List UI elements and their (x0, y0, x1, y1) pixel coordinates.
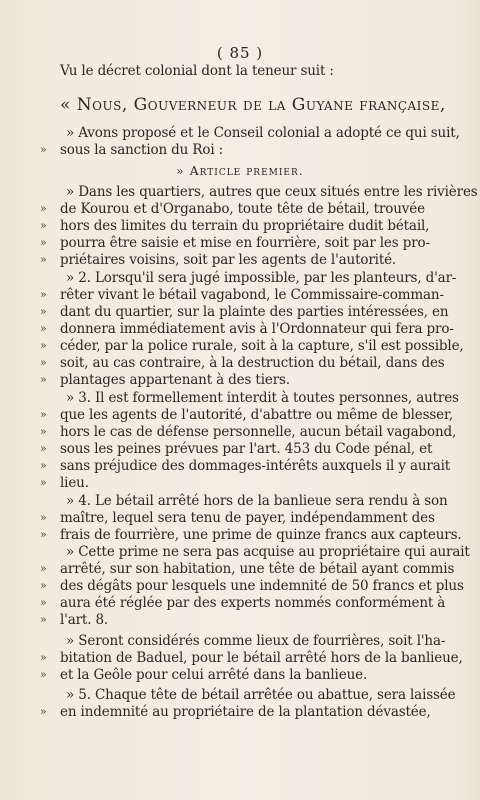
margin-quote-mark: » (40, 305, 47, 318)
margin-quote-mark: » (40, 613, 47, 626)
margin-quote-mark: » (40, 288, 47, 301)
margin-quote-mark: » (40, 322, 47, 335)
text-line: » Cette prime ne sera pas acquise au propriétaire qui aurait (66, 544, 470, 560)
text-line: sous la sanction du Roi : (60, 142, 224, 158)
text-line: céder, par la police rurale, soit à la capture, s'il est possible, (60, 338, 464, 354)
margin-quote-mark: » (40, 579, 47, 592)
margin-quote-mark: » (40, 253, 47, 266)
margin-quote-mark: » (40, 511, 47, 524)
margin-quote-mark: » (40, 408, 47, 421)
margin-quote-mark: » (40, 562, 47, 575)
text-line: » 4. Le bétail arrêté hors de la banlieue sera rendu à son (66, 493, 448, 509)
text-line: lieu. (60, 475, 89, 491)
margin-quote-mark: » (40, 668, 47, 681)
text-line: hors des limites du terrain du propriétaire dudit bétail, (60, 218, 430, 234)
margin-quote-mark: » (40, 442, 47, 455)
text-line: sous les peines prévues par l'art. 453 du Code pénal, et (60, 441, 433, 457)
text-line: » 2. Lorsqu'il sera jugé impossible, par les planteurs, d'ar- (66, 270, 457, 286)
margin-quote-mark: » (40, 425, 47, 438)
margin-quote-mark: » (40, 356, 47, 369)
text-line: » Avons proposé et le Conseil colonial a adopté ce qui suit, (66, 125, 460, 141)
margin-quote-mark: » (40, 705, 47, 718)
text-line: frais de fourrière, une prime de quinze francs aux capteurs. (60, 527, 462, 543)
margin-quote-mark: » (40, 528, 47, 541)
margin-quote-mark: » (40, 651, 47, 664)
text-line: que les agents de l'autorité, d'abattre ou même de blesser, (60, 407, 453, 423)
text-line: l'art. 8. (60, 612, 109, 628)
text-line: en indemnité au propriétaire de la plantation dévastée, (60, 704, 431, 720)
text-line: » Dans les quartiers, autres que ceux situés entre les rivières (66, 184, 478, 200)
margin-quote-mark: » (40, 373, 47, 386)
text-line: maître, lequel sera tenu de payer, indépendamment des (60, 510, 435, 526)
margin-quote-mark: » (40, 143, 47, 156)
text-line: » Seront considérés comme lieux de fourrières, soit l'ha- (66, 633, 446, 649)
margin-quote-mark: » (40, 202, 47, 215)
text-line: arrêté, sur son habitation, une tête de bétail ayant commis (60, 561, 455, 577)
text-line: bitation de Baduel, pour le bétail arrêté hors de la banlieue, (60, 650, 463, 666)
text-line: » 3. Il est formellement interdit à toutes personnes, autres (66, 390, 459, 406)
margin-quote-mark: » (40, 459, 47, 472)
text-line: hors le cas de défense personnelle, aucun bétail vagabond, (60, 424, 457, 440)
margin-quote-mark: » (40, 219, 47, 232)
text-line: » 5. Chaque tête de bétail arrêtée ou abattue, sera laissée (66, 687, 456, 703)
text-line: donnera immédiatement avis à l'Ordonnateur qui fera pro- (60, 321, 454, 337)
text-line: Vu le décret colonial dont la teneur suit : (60, 63, 334, 79)
text-line: et la Geôle pour celui arrêté dans la banlieue. (60, 667, 368, 683)
text-line-heading: « Nous, Gouverneur de la Guyane française, (60, 95, 446, 115)
margin-quote-mark: » (40, 236, 47, 249)
margin-quote-mark: » (40, 596, 47, 609)
text-line: sans préjudice des dommages-intérêts auxquels il y aurait (60, 458, 451, 474)
text-line: soit, au cas contraire, à la destruction du bétail, dans des (60, 355, 445, 371)
text-line: des dégâts pour lesquels une indemnité de 50 francs et plus (60, 578, 464, 594)
text-line: pourra être saisie et mise en fourrière, soit par les pro- (60, 235, 430, 251)
text-line: rêter vivant le bétail vagabond, le Commissaire-comman- (60, 287, 444, 303)
text-line: aura été réglée par des experts nommés conformément à (60, 595, 446, 611)
text-line: de Kourou et d'Organabo, toute tête de bétail, trouvée (60, 201, 425, 217)
margin-quote-mark: » (40, 476, 47, 489)
text-line: dant du quartier, sur la plainte des parties intéressées, en (60, 304, 449, 320)
page-number: ( 85 ) (216, 44, 264, 62)
article-heading: » Article premier. (176, 163, 304, 178)
text-line: plantages appartenant à des tiers. (60, 372, 290, 388)
margin-quote-mark: » (40, 339, 47, 352)
text-line: priétaires voisins, soit par les agents de l'autorité. (60, 252, 397, 268)
